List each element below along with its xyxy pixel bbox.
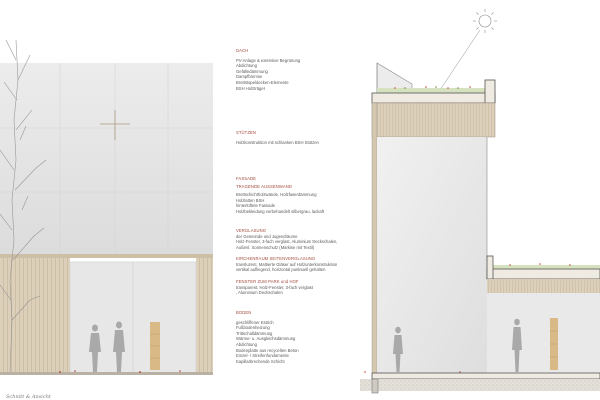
legend-line: geschliffener Estrich [236, 319, 274, 325]
legend-line: BSH Holzträger [236, 85, 266, 91]
heading-stuetzen: STÜTZEN [236, 130, 257, 135]
legend-verglasung [236, 228, 337, 250]
legend-line: Brettschichtholzwände, Holzfaserdämmung [236, 192, 317, 198]
legend-fenster [236, 279, 313, 296]
legend-line: Abdichtung [236, 341, 257, 347]
heading-verglasung: VERGLASUNG [236, 228, 267, 233]
legend-line: der Gemeinde und Jugendräume [236, 233, 298, 239]
legend-line: Kapillarbrechende Schicht [236, 358, 285, 364]
ground-soil [360, 379, 600, 391]
heading-fassade: FASSADE [236, 176, 257, 181]
legend-line: Fußbodenheizung [236, 325, 270, 331]
heading-boden: BODEN [236, 310, 252, 315]
heading-dach: DACH [236, 48, 249, 53]
green-roof [377, 88, 487, 93]
lower-green-roof [490, 265, 600, 269]
legend-line: Holz-Fenster, 3-fach verglast, Aluminium Deckschalen, [236, 239, 338, 245]
legend-line: Dampfbremse [236, 74, 263, 80]
legend-line: Abdichtung [236, 63, 257, 69]
legend-line: Bodenplatte aus recycelten Beton [236, 347, 299, 353]
subheading-tragende-aussenwand: TRAGENDE AUSSENWAND [236, 183, 292, 189]
column [372, 103, 377, 373]
building-section [360, 0, 600, 400]
upper-facade-panel [0, 63, 213, 255]
legend-kirchenraum [236, 256, 337, 273]
legend-line: vertikal aufliegend, horizontal punktuell gehalten [236, 267, 326, 273]
main-room [377, 137, 487, 373]
legend-line: Wärme- u. Ausgleichsdämmung [236, 336, 296, 342]
wood-cladding-right [196, 258, 213, 373]
legend-line: Holzlatten BSH [236, 197, 265, 203]
legend-line: hinterlüftete Fassade [236, 203, 276, 209]
sun-ray [440, 30, 480, 90]
sun-icon [473, 9, 497, 33]
legend-line: Holzbekleidung vorbehandelt silbergrau, lackaft [236, 208, 324, 214]
legend-line: Außenl. Sonnenschutz (Markise mit Textil) [236, 244, 315, 250]
facade-elevation [0, 0, 215, 400]
legend-line: transparent, Holz-Fenster, 3-fach verglast [236, 284, 314, 290]
legend-line: transluzent, Mattierte Gläser auf Holzunterkonstruktion [236, 261, 338, 267]
heading-kirchenraum: KIRCHENRAUM SEITENVERGLASUNG [236, 256, 316, 261]
legend-stuetzen [236, 130, 319, 145]
legend-line: , Aluminium Deckschalen [236, 290, 283, 296]
legend-line: Trittschalldämmung [236, 330, 273, 336]
legend-fassade [236, 176, 324, 215]
legend-dach [236, 48, 300, 91]
legend-line: PV-Anlage & extensive Begrünung [236, 57, 301, 63]
legend-line: Brettstapeldecken-Elemente [236, 79, 289, 85]
legend-boden [236, 310, 299, 364]
heading-fenster: FENSTER ZUM PARK und HOF [236, 279, 299, 284]
lower-roof-slab [487, 269, 600, 279]
legend-line: Einzel- / Streifenfundamente [236, 353, 289, 359]
roof-slab [372, 93, 495, 103]
legend-line: Holzkonstruktion mit schlanken BSH Stützen [236, 139, 319, 145]
floor-slab [372, 373, 600, 379]
lower-room [487, 293, 600, 373]
drawing-caption: Schnitt & Ansicht [6, 394, 51, 400]
roof-beam [372, 103, 495, 137]
legend-line: Gefälledämmung [236, 68, 268, 74]
